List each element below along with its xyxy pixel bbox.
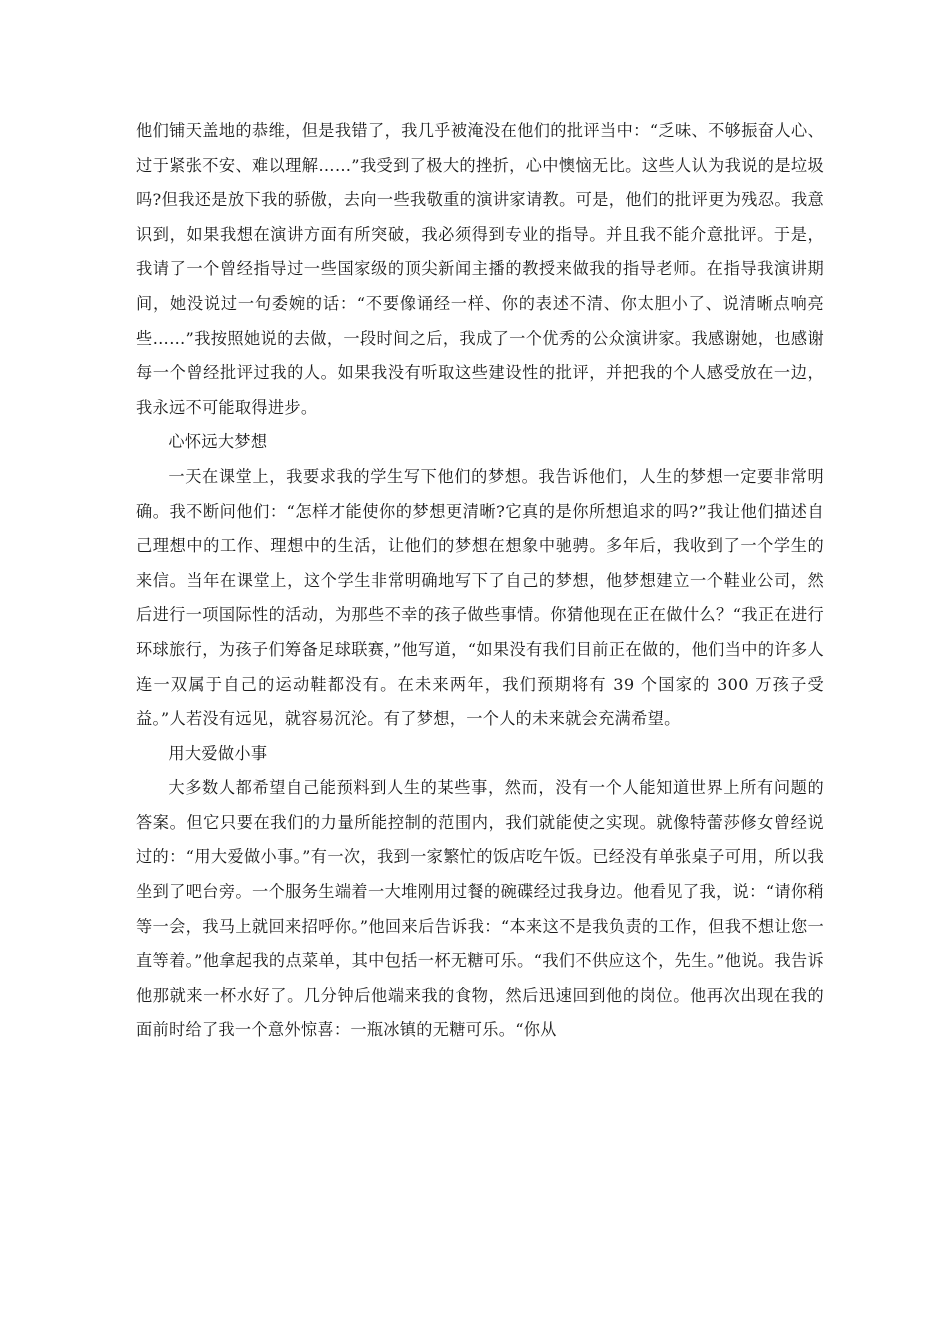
body-paragraph: 他们铺天盖地的恭维，但是我错了，我几乎被淹没在他们的批评当中：“乏味、不够振奋人心、过于紧张不安、难以理解……”我受到了极大的挫折，心中懊恼无比。这些人认为我说的是垃圾吗?但我还是放下我的骄傲，去向一些我敬重的演讲家请教。可是，他们的批评更为残忍。我意识到，如果我想在演讲方面有所突破，我必须得到专业的指导。并且我不能介意批评。于是，我请了一个曾经指导过一些国家级的顶尖新闻主播的教授来做我的指导老师。在指导我演讲期间，她没说过一句委婉的话：“不要像诵经一样、你的表述不清、你太胆小了、说清晰点响亮些……”我按照她说的去做，一段时间之后，我成了一个优秀的公众演讲家。我感谢她，也感谢每一个曾经批评过我的人。如果我没有听取这些建设性的批评，并把我的个人感受放在一边，我永远不可能取得进步。	[136, 121, 824, 417]
section-heading: 用大爱做小事	[168, 743, 268, 763]
section-heading: 心怀远大梦想	[168, 432, 268, 452]
body-paragraph: 一天在课堂上，我要求我的学生写下他们的梦想。我告诉他们，人生的梦想一定要非常明确。我不断问他们：“怎样才能使你的梦想更清晰?它真的是你所想追求的吗?”我让他们描述自己理想中的工作、理想中的生活，让他们的梦想在想象中驰骋。多年后，我收到了一个学生的来信。当年在课堂上，这个学生非常明确地写下了自己的梦想，他梦想建立一个鞋业公司，然后进行一项国际性的活动，为那些不幸的孩子做些事情。你猜他现在正在做什么？“我正在进行环球旅行，为孩子们筹备足球联赛，”他写道，“如果没有我们目前正在做的，他们当中的许多人连一双属于自己的运动鞋都没有。在未来两年，我们预期将有 39 个国家的 300 万孩子受益。”人若没有远见，就容易沉沦。有了梦想，一个人的未来就会充满希望。	[136, 466, 824, 729]
body-paragraph: 大多数人都希望自己能预料到人生的某些事，然而，没有一个人能知道世界上所有问题的答案。但它只要在我们的力量所能控制的范围内，我们就能使之实现。就像特蕾莎修女曾经说过的：“用大爱做小事。”有一次，我到一家繁忙的饭店吃午饭。已经没有单张桌子可用，所以我坐到了吧台旁。一个服务生端着一大堆刚用过餐的碗碟经过我身边。他看见了我，说：“请你稍等一会，我马上就回来招呼你。”他回来后告诉我：“本来这不是我负责的工作，但我不想让您一直等着。”他拿起我的点菜单，其中包括一杯无糖可乐。“我们不供应这个，先生。”他说。我告诉他那就来一杯水好了。几分钟后他端来我的食物，然后迅速回到他的岗位。他再次出现在我的面前时给了我一个意外惊喜：一瓶冰镇的无糖可乐。“你从	[136, 778, 824, 1040]
document-body	[136, 114, 824, 1048]
